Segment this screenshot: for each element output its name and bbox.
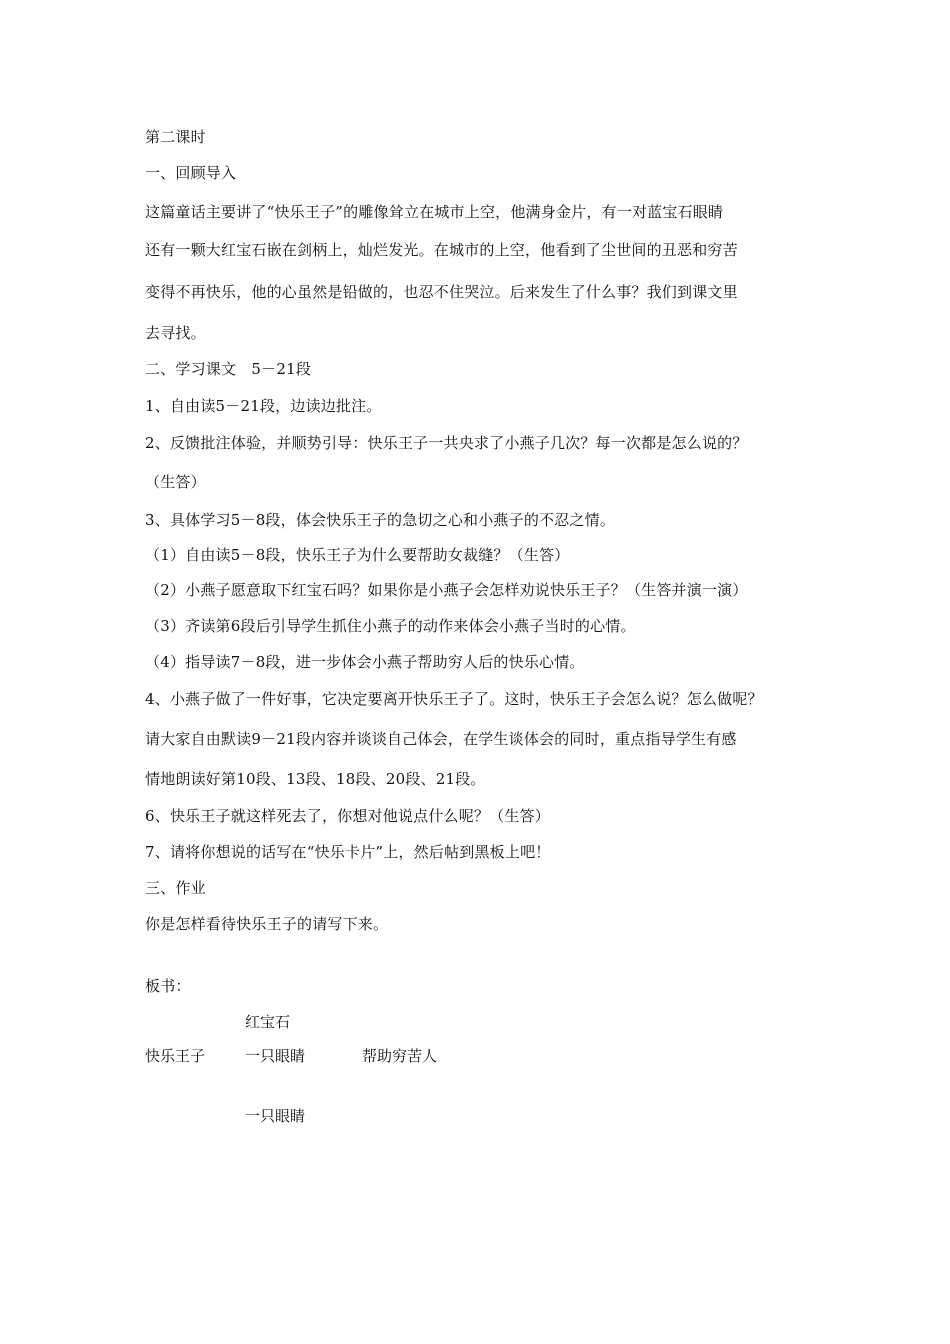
blackboard-subject: 快乐王子 bbox=[145, 1047, 206, 1065]
step-3-sub-3: （3）齐读第6段后引导学生抓住小燕子的动作来体会小燕子当时的心情。 bbox=[145, 617, 636, 635]
section-heading-study: 二、学习课文 5－21段 bbox=[145, 360, 312, 378]
step-2-answer: （生答） bbox=[145, 473, 206, 491]
step-3-sub-1: （1）自由读5－8段，快乐王子为什么要帮助女裁缝？（生答） bbox=[145, 546, 570, 564]
section-heading-homework: 三、作业 bbox=[145, 879, 206, 897]
step-3-sub-4: （4）指导读7－8段，进一步体会小燕子帮助穷人后的快乐心情。 bbox=[145, 653, 585, 671]
step-1: 1、自由读5－21段，边读边批注。 bbox=[145, 397, 382, 415]
blackboard-label: 板书： bbox=[145, 977, 191, 995]
homework-text: 你是怎样看待快乐王子的请写下来。 bbox=[145, 915, 389, 933]
intro-line-4: 去寻找。 bbox=[145, 324, 206, 342]
blackboard-result: 帮助穷苦人 bbox=[362, 1047, 438, 1065]
intro-line-2: 还有一颗大红宝石嵌在剑柄上，灿烂发光。在城市的上空，他看到了尘世间的丑恶和穷苦 bbox=[145, 241, 738, 259]
blackboard-eye-1: 一只眼睛 bbox=[245, 1047, 306, 1065]
blackboard-ruby: 红宝石 bbox=[245, 1013, 291, 1031]
blackboard-eye-2: 一只眼睛 bbox=[245, 1107, 306, 1125]
step-4-line-2: 请大家自由默读9－21段内容并谈谈自己体会，在学生谈体会的同时，重点指导学生有感 bbox=[145, 730, 737, 748]
step-2: 2、反馈批注体验，并顺势引导：快乐王子一共央求了小燕子几次？每一次都是怎么说的？ bbox=[145, 434, 748, 452]
section-heading-review: 一、回顾导入 bbox=[145, 164, 237, 182]
step-7: 7、请将你想说的话写在“快乐卡片”上，然后帖到黑板上吧！ bbox=[145, 843, 551, 861]
intro-line-3: 变得不再快乐，他的心虽然是铅做的，也忍不住哭泣。后来发生了什么事？我们到课文里 bbox=[145, 283, 738, 301]
intro-line-1: 这篇童话主要讲了“快乐王子”的雕像耸立在城市上空，他满身金片，有一对蓝宝石眼睛 bbox=[145, 203, 724, 221]
step-6: 6、快乐王子就这样死去了，你想对他说点什么呢？（生答） bbox=[145, 807, 550, 825]
lesson-title: 第二课时 bbox=[145, 128, 206, 146]
step-3-sub-2: （2）小燕子愿意取下红宝石吗？如果你是小燕子会怎样劝说快乐王子？（生答并演一演） bbox=[145, 581, 748, 599]
step-4-line-3: 情地朗读好第10段、13段、18段、20段、21段。 bbox=[145, 770, 486, 788]
step-3: 3、具体学习5－8段，体会快乐王子的急切之心和小燕子的不忍之情。 bbox=[145, 511, 616, 529]
step-4-line-1: 4、小燕子做了一件好事，它决定要离开快乐王子了。这时，快乐王子会怎么说？怎么做呢？ bbox=[145, 690, 763, 708]
